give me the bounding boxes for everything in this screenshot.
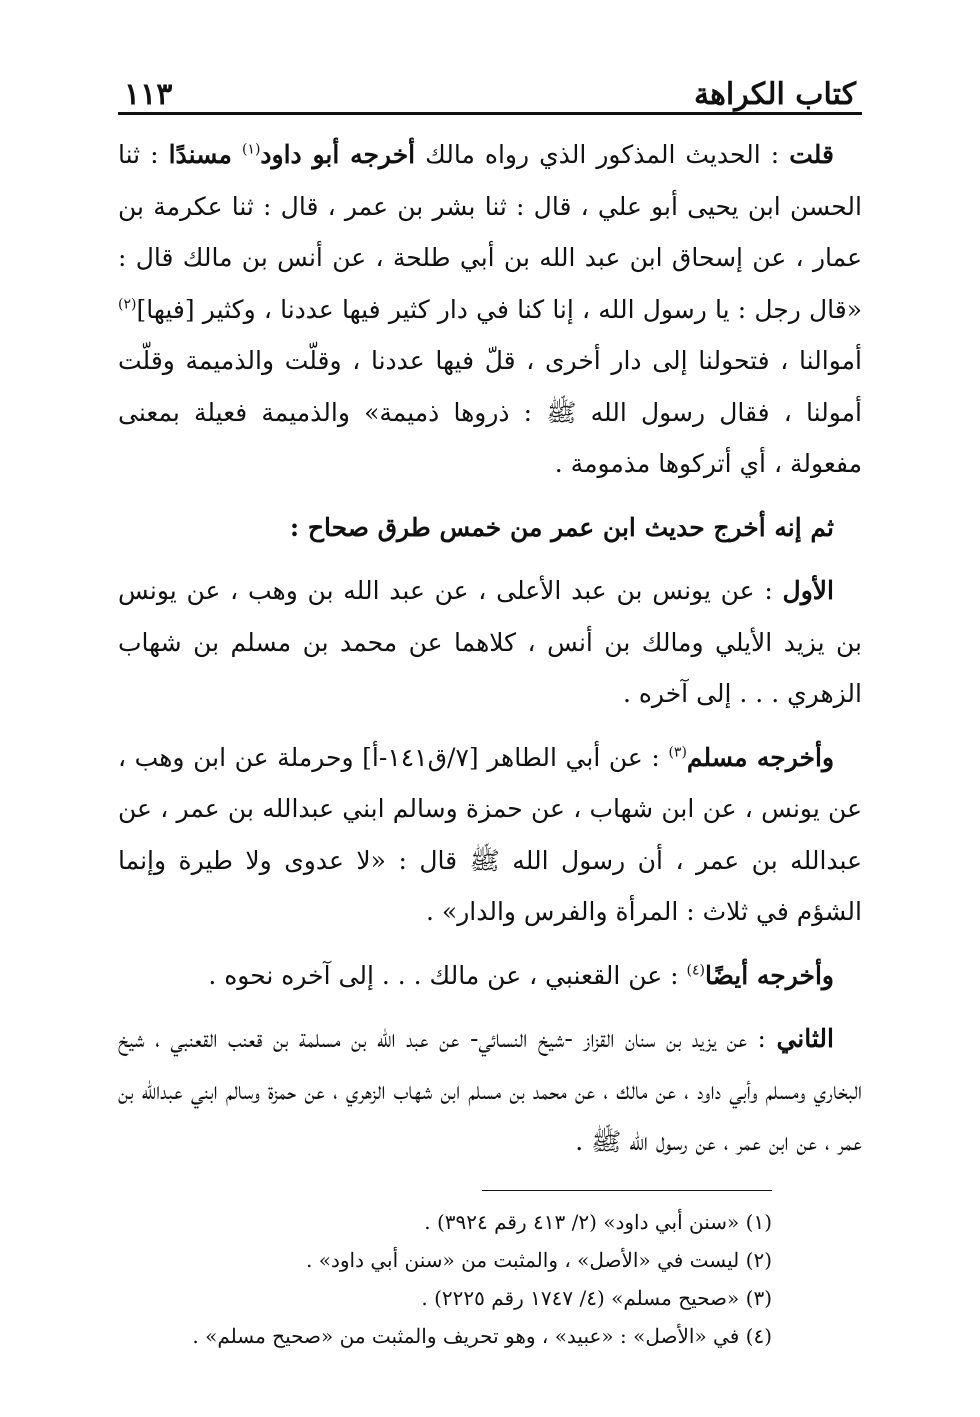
footnotes [118,1203,862,1355]
chapter-title: كتاب الكراهة [694,77,856,112]
paragraph-text: : عن أبي الطاهر [٧/ق١٤١-أ] وحرملة عن ابن وهب ، عن يونس ، عن ابن شهاب ، عن حمزة وسالم ابني عبدالله بن عمر ، عن عبدالله بن عمر ، أن رسول الله ﷺ قال : «لا عدوى ولا طيرة وإنما الشؤم في ثلاث : المرأة والفرس والدار» . [118,742,862,926]
running-header [118,60,862,115]
footnote: (٣) «صحيح مسلم» (٤/ ١٧٤٧ رقم ٢٢٢٥) . [421,1285,772,1310]
bold-phrase: أخرجه أبو داود [260,140,416,169]
footnote: (٤) في «الأصل» : «عبيد» ، وهو تحريف والمثبت من «صحيح مسلم» . [192,1323,772,1348]
paragraph-text: : ثنا الحسن ابن يحيى أبو علي ، قال : ثنا بشر بن عمر ، قال : ثنا عكرمة بن عمار ، عن إسحاق ابن عبد الله بن أبي طلحة ، عن أنس بن مالك قال : «قال رجل : يا رسول الله ، إنا كنا في دار كثير فيها عددنا ، وكثير [فيها] [118,140,862,324]
paragraph-lead: الأول [782,576,834,605]
footnote: (١) «سنن أبي داود» (٢/ ٤١٣ رقم ٣٩٢٤) . [424,1209,772,1234]
footnote-ref: (٣) [668,744,687,761]
paragraph-lead: قلت [789,140,834,169]
main-text [118,129,862,1168]
paragraph-also [118,950,862,1002]
paragraph-second-route [118,1013,862,1168]
footnote-divider [482,1190,772,1191]
page-number: ١١٣ [124,77,173,112]
paragraph-muslim [118,732,862,938]
footnote-ref: (٢) [118,296,137,313]
footnote: (٢) ليست في «الأصل» ، والمثبت من «سنن أبي داود» . [306,1247,772,1272]
paragraph-text: : الحديث المذكور الذي رواه مالك [415,140,790,169]
section-heading: ثم إنه أخرج حديث ابن عمر من خمس طرق صحاح : [289,512,834,542]
footnote-ref: (٤) [686,962,705,979]
paragraph-text [232,140,242,169]
paragraph-first-route [118,565,862,720]
paragraph-text: : عن القعنبي ، عن مالك . . . إلى آخره نحوه . [208,960,687,990]
paragraph-lead: وأخرجه أيضًا [704,960,834,990]
paragraph-1 [118,129,862,490]
paragraph-text: : عن يزيد بن سنان القزاز -شيخ النسائي- عن عبد الله بن مسلمة بن قعنب القعنبي ، شيخ البخاري ومسلم وأبي داود ، عن مالك ، عن محمد بن مسلم ابن شهاب الزهري ، عن حمزة وسالم ابني عبدالله بن عمر ، عن ابن عمر ، عن رسول الله ﷺ . [118,1024,862,1156]
paragraph-text: أموالنا ، فتحولنا إلى دار أخرى ، قلّ فيها عددنا ، وقلّت والذميمة وقلّت أمولنا ، فقال رسول الله ﷺ : ذروها ذميمة» والذميمة فعيلة بمعنى مفعولة ، أي أتركوها مذمومة . [118,346,862,478]
paragraph-lead: الثاني [776,1024,834,1053]
footnote-ref: (١) [241,141,261,158]
paragraph-text: : عن يونس بن عبد الأعلى ، عن عبد الله بن وهب ، عن يونس بن يزيد الأيلي ومالك بن أنس ، كلاهما عن محمد بن مسلم بن شهاب الزهري . . . إلى آخره . [118,576,862,708]
bold-phrase: مسندًا [168,140,232,169]
paragraph-lead: وأخرجه مسلم [686,742,835,772]
